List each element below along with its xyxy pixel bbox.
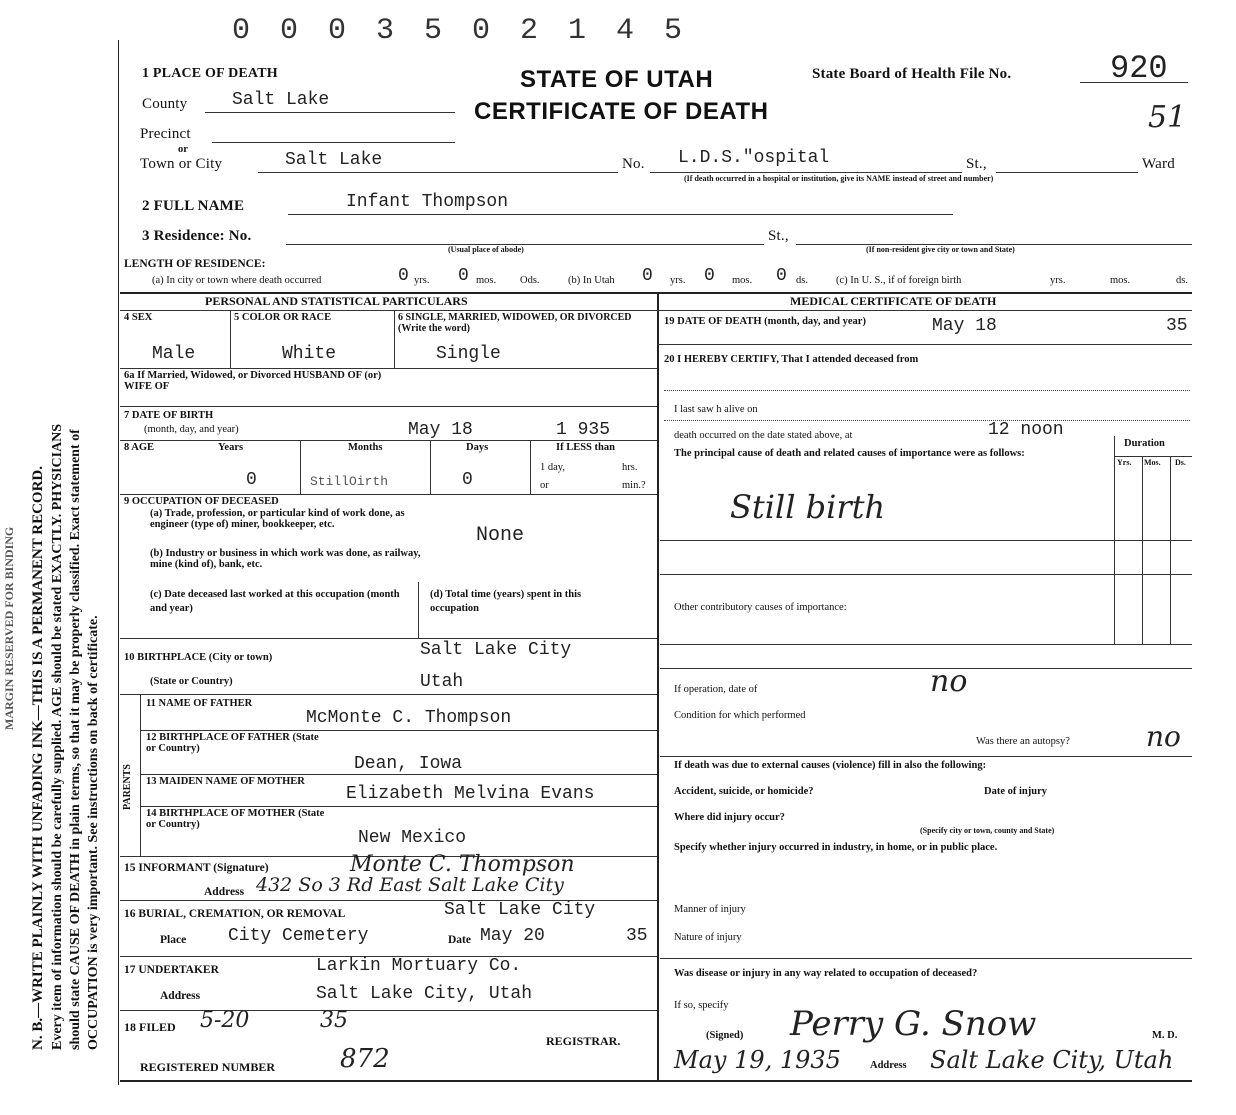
length-city-mos: 0 (458, 266, 469, 286)
dod-label: 19 DATE OF DEATH (month, day, and year) (664, 316, 866, 327)
hrs-label: hrs. (622, 462, 638, 473)
occupation-a-label: (a) Trade, profession, or particular kind of work done, as engineer (type of) miner, bookkeeper, etc. (150, 508, 405, 530)
if-less-label: If LESS than (556, 442, 615, 453)
residence-note-abode: (Usual place of abode) (448, 245, 524, 254)
occupation-heading: 9 OCCUPATION OF DECEASED (124, 496, 279, 507)
signed-label: (Signed) (706, 1030, 744, 1041)
time-value: 12 noon (988, 420, 1064, 440)
age-years-label: Years (218, 442, 244, 453)
duration-label: Duration (1124, 438, 1165, 449)
place-heading: 1 PLACE OF DEATH (142, 66, 278, 81)
length-utah-ds: 0 (776, 266, 787, 286)
mos-label-3: mos. (1110, 275, 1131, 286)
side-note-line4: OCCUPATION is very important. See instructions on back of certificate. (86, 615, 101, 1050)
undertaker-address-label: Address (160, 990, 201, 1002)
side-note-margin: MARGIN RESERVED FOR BINDING (2, 526, 16, 730)
sign-address-label: Address (870, 1060, 907, 1071)
town-value: Salt Lake (285, 150, 383, 170)
reg-number: 872 (340, 1044, 390, 1074)
operation-value: no (930, 664, 968, 699)
dod-value: May 18 (932, 316, 997, 336)
sex-value: Male (152, 344, 196, 364)
or-label: or (178, 144, 188, 155)
age-days-label: Days (466, 442, 489, 453)
burial-date: May 20 (480, 926, 545, 946)
color-value: White (282, 344, 337, 364)
age-years: 0 (246, 470, 257, 490)
one-day-label: 1 day, (540, 462, 565, 473)
no-label: No. (622, 156, 645, 172)
occurred-label: death occurred on the date stated above, at (674, 430, 853, 441)
yrs-label: yrs. (414, 275, 430, 286)
birthplace-state: Utah (420, 672, 464, 692)
autopsy-label: Was there an autopsy? (976, 736, 1070, 747)
industry-label: Specify whether injury occurred in industry, in home, or in public place. (674, 842, 998, 853)
parents-label: PARENTS (122, 764, 133, 810)
undertaker-value: Larkin Mortuary Co. (316, 956, 522, 976)
age-months-label: Months (348, 442, 383, 453)
autopsy-value: no (1146, 720, 1181, 753)
md-label: M. D. (1152, 1030, 1178, 1041)
medical-heading: MEDICAL CERTIFICATE OF DEATH (790, 294, 997, 308)
where-label: Where did injury occur? (674, 812, 785, 823)
other-causes-label: Other contributory causes of importance: (674, 602, 847, 613)
sex-label: 4 SEX (124, 312, 153, 323)
injury-date-label: Date of injury (984, 786, 1047, 797)
side-note-line3: should state CAUSE OF DEATH in plain terms, so that it may be properly classified. Exact statement of (68, 429, 83, 1050)
father-birthplace: Dean, Iowa (354, 754, 463, 774)
cause-label: The principal cause of death and related causes of importance were as follows: (674, 448, 1025, 459)
mother-birthplace: New Mexico (358, 828, 467, 848)
sign-address: Salt Lake City, Utah (930, 1046, 1174, 1074)
side-note-nb: N. B.—WRITE PLAINLY WITH UNFADING INK—THIS IS A PERMANENT RECORD. (30, 466, 46, 1050)
age-label: 8 AGE (124, 442, 155, 453)
duration-mos: Mos. (1144, 458, 1161, 467)
county-label: County (142, 96, 188, 112)
birthplace-label: 10 BIRTHPLACE (City or town) (124, 652, 273, 663)
town-label: Town or City (140, 156, 223, 172)
length-utah-yrs: 0 (642, 266, 653, 286)
burial-label: 16 BURIAL, CREMATION, OR REMOVAL (124, 908, 346, 920)
ds-label: Ods. (520, 275, 540, 286)
filed-year: 35 (320, 1008, 348, 1033)
condition-label: Condition for which performed (674, 710, 806, 721)
age-days: 0 (462, 470, 473, 490)
full-name-label: 2 FULL NAME (142, 198, 245, 214)
length-city-label: (a) In city or town where death occurred (152, 275, 322, 286)
marital-value: Single (436, 344, 501, 364)
serial-number: 0 0 0 3 5 0 2 1 4 5 (232, 14, 689, 48)
reg-number-label: REGISTERED NUMBER (140, 1060, 276, 1074)
mos-label: mos. (476, 275, 497, 286)
occupation-value: None (476, 524, 525, 547)
dob-value: May 18 (408, 420, 473, 440)
occupation-b-label: (b) Industry or business in which work was done, as railway, mine (kind of), bank, etc. (150, 548, 421, 570)
file-note: 51 (1148, 100, 1187, 135)
occupation-c-label: (c) Date deceased last worked at this occupation (month and year) (150, 589, 400, 614)
or-min-label: or (540, 480, 549, 491)
informant-label: 15 INFORMANT (Signature) (124, 862, 269, 874)
filed-label: 18 FILED (124, 1020, 176, 1034)
title-state: STATE OF UTAH (520, 66, 714, 93)
certify-label: 20 I HEREBY CERTIFY, That I attended deceased from (664, 354, 919, 365)
cause-value: Still birth (730, 488, 886, 526)
min-label: min.? (622, 480, 646, 491)
sign-date: May 19, 1935 (674, 1046, 841, 1074)
dob-label: 7 DATE OF BIRTH (124, 410, 214, 421)
ds-label-3: ds. (1176, 275, 1188, 286)
physician-signature: Perry G. Snow (790, 1004, 1037, 1044)
informant-signature: Monte C. Thompson (350, 852, 575, 877)
burial-date-label: Date (448, 934, 471, 946)
spouse-label: 6a If Married, Widowed, or Divorced HUSBAND OF (or) WIFE OF (124, 370, 382, 392)
birthplace-state-label: (State or Country) (150, 676, 233, 687)
length-city-yrs: 0 (398, 266, 409, 286)
title-certificate: CERTIFICATE OF DEATH (474, 98, 769, 125)
burial-year: 35 (626, 926, 648, 946)
mother-value: Elizabeth Melvina Evans (346, 784, 595, 804)
length-utah-mos: 0 (704, 266, 715, 286)
mother-label: 13 MAIDEN NAME OF MOTHER (146, 776, 305, 787)
burial-place-label: Place (160, 934, 187, 946)
ds-label-2: ds. (796, 275, 808, 286)
occupation-d-label: (d) Total time (years) spent in this occupation (430, 589, 582, 614)
full-name-value: Infant Thompson (346, 192, 509, 212)
hospital-value: L.D.S."ospital (678, 148, 830, 168)
registrar-label: REGISTRAR. (546, 1034, 621, 1048)
marital-label: 6 SINGLE, MARRIED, WIDOWED, OR DIVORCED (Write the word) (398, 312, 632, 334)
length-us-label: (c) In U. S., if of foreign birth (836, 275, 962, 286)
yrs-label-3: yrs. (1050, 275, 1066, 286)
street-label: St., (966, 156, 987, 172)
disease-label: Was disease or injury in any way related to occupation of deceased? (674, 968, 978, 979)
length-label: LENGTH OF RESIDENCE: (124, 258, 266, 270)
dob-sub: (month, day, and year) (144, 424, 239, 435)
filed-value: 5-20 (200, 1008, 250, 1033)
personal-heading: PERSONAL AND STATISTICAL PARTICULARS (205, 294, 468, 308)
informant-address: 432 So 3 Rd East Salt Lake City (256, 874, 564, 896)
undertaker-label: 17 UNDERTAKER (124, 964, 219, 976)
hospital-note: (If death occurred in a hospital or institution, give its NAME instead of street and number) (684, 174, 994, 183)
length-utah-label: (b) In Utah (568, 275, 615, 286)
residence-street-label: St., (768, 228, 789, 244)
last-saw-label: I last saw h alive on (674, 404, 758, 415)
color-label: 5 COLOR OR RACE (234, 312, 332, 323)
residence-label: 3 Residence: No. (142, 228, 252, 244)
duration-yrs: Yrs. (1117, 458, 1132, 467)
undertaker-address: Salt Lake City, Utah (316, 984, 533, 1004)
residence-note-nonresident: (If non-resident give city or town and State) (866, 245, 1015, 254)
where-note: (Specify city or town, county and State) (920, 826, 1055, 835)
accident-label: Accident, suicide, or homicide? (674, 786, 814, 797)
informant-address-label: Address (204, 886, 245, 898)
duration-ds: Ds. (1175, 458, 1186, 467)
yrs-label-2: yrs. (670, 275, 686, 286)
age-months: StillOirth (310, 474, 389, 489)
manner-label: Manner of injury (674, 904, 746, 915)
ward-label: Ward (1142, 156, 1175, 172)
file-number: 920 (1110, 50, 1168, 87)
operation-label: If operation, date of (674, 684, 758, 695)
specify-label: If so, specify (674, 1000, 729, 1011)
external-label: If death was due to external causes (violence) fill in also the following: (674, 760, 987, 771)
file-label: State Board of Health File No. (812, 66, 1012, 82)
side-note-line2: Every item of information should be carefully supplied. AGE should be stated EXACTLY. PHYSICIANS (50, 423, 65, 1050)
precinct-label: Precinct (140, 126, 191, 142)
dod-year: 35 (1166, 316, 1188, 336)
county-value: Salt Lake (232, 90, 330, 110)
birthplace-value: Salt Lake City (420, 640, 572, 660)
dob-year: 1 935 (556, 420, 611, 440)
father-label: 11 NAME OF FATHER (146, 698, 253, 709)
mother-birthplace-label: 14 BIRTHPLACE OF MOTHER (State or Country) (146, 808, 325, 830)
father-value: McMonte C. Thompson (306, 708, 512, 728)
mos-label-2: mos. (732, 275, 753, 286)
father-birthplace-label: 12 BIRTHPLACE OF FATHER (State or Country) (146, 732, 319, 754)
burial-value: Salt Lake City (444, 900, 596, 920)
burial-place: City Cemetery (228, 926, 369, 946)
nature-label: Nature of injury (674, 932, 742, 943)
